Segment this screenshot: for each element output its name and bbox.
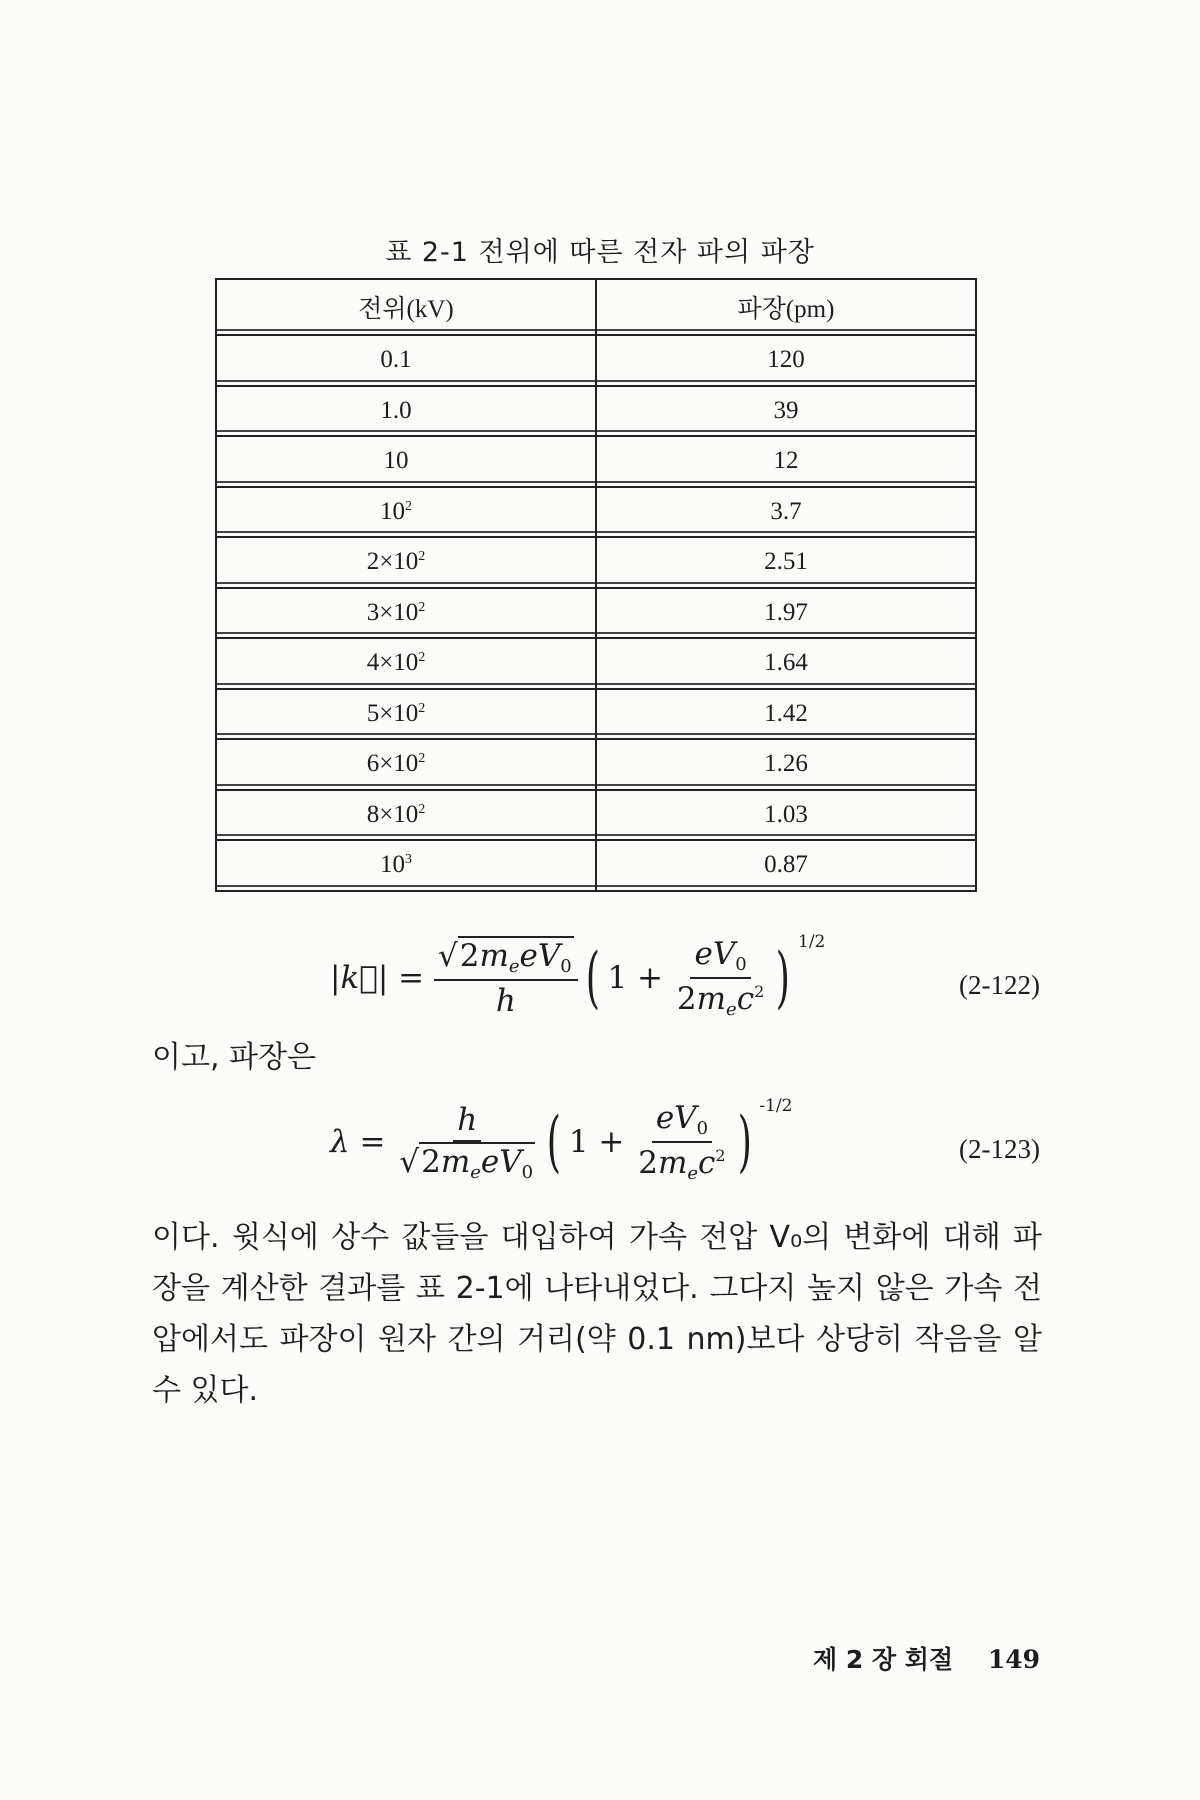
page-number: 149	[987, 1645, 1040, 1674]
potential-value: 8×10	[366, 800, 419, 828]
potential-exponent: 2	[418, 751, 426, 767]
table-row	[216, 487, 976, 538]
potential-value: 5×10	[366, 699, 419, 727]
potential-cell	[216, 537, 596, 588]
potential-exponent: 2	[418, 549, 426, 565]
fraction-ev-over-mc2-2: $\frac{eV_0}{2m_ec^2}$	[638, 1100, 726, 1184]
header-wavelength: 파장(pm)	[596, 279, 976, 335]
table-row	[216, 638, 976, 689]
potential-value: 4×10	[366, 649, 419, 677]
equation-2-123: λ = $\frac{h}{√2m_eeV_0}$ ( 1 + $\frac{eV_0}{2m_ec^2}$ ) -1/2	[330, 1096, 793, 1184]
equation-2-122: |k⃗| = $\frac{√2m_eeV_0}{h}$ ( 1 + $\frac{eV_0}{2m_ec^2}$ ) 1/2	[330, 932, 826, 1020]
wavelength-cell: 120	[596, 335, 976, 386]
table-row	[216, 537, 976, 588]
potential-cell	[216, 588, 596, 639]
potential-exponent: 2	[418, 801, 426, 817]
eq1-exponent: 1/2	[798, 932, 826, 952]
equation-number-123: (2-123)	[959, 1134, 1040, 1164]
potential-exponent: 2	[418, 700, 426, 716]
potential-exponent: 2	[418, 599, 426, 615]
table-row	[216, 790, 976, 841]
potential-exponent: 2	[405, 498, 412, 514]
potential-cell	[216, 790, 596, 841]
equation-number-122: (2-122)	[959, 970, 1040, 1000]
fraction-ev-over-mc2: $\frac{eV_0}{2m_ec^2}$	[676, 936, 765, 1020]
table-row	[216, 739, 976, 790]
table-caption: 표 2-1 전위에 따른 전자 파의 파장	[385, 237, 815, 268]
wavelength-cell: 12	[596, 436, 976, 487]
wavelength-cell: 0.87	[596, 840, 976, 891]
wavelength-cell: 1.42	[596, 689, 976, 740]
table-row	[216, 386, 976, 437]
potential-value: 0.1	[380, 346, 412, 374]
wavelength-cell: 39	[596, 386, 976, 437]
table-row	[216, 335, 976, 386]
potential-cell	[216, 335, 596, 386]
potential-value: 1.0	[380, 396, 412, 424]
fraction-h-over-sqrt: $\frac{h}{√2m_eeV_0}$	[399, 1101, 534, 1183]
page-footer	[813, 1640, 1040, 1676]
body-paragraph: 이다. 윗식에 상수 값들을 대입하여 가속 전압 V₀의 변화에 대해 파장을 계산한 결과를 표 2-1에 나타내었다. 그다지 높지 않은 가속 전압에서도 파장이 원자 간의 거리(약 0.1 nm)보다 상당히 작음을 알 수 있다.	[152, 1220, 1042, 1408]
potential-cell	[216, 840, 596, 891]
fraction-sqrt-over-h: $\frac{√2m_eeV_0}{h}$	[434, 938, 578, 1019]
potential-value: 2×10	[366, 548, 419, 576]
potential-cell	[216, 638, 596, 689]
table-row	[216, 840, 976, 891]
potential-exponent: 3	[405, 852, 412, 868]
wavelength-cell: 1.97	[596, 588, 976, 639]
eq2-exponent: -1/2	[759, 1096, 793, 1116]
wavelength-cell: 1.64	[596, 638, 976, 689]
table-row	[216, 588, 976, 639]
potential-value: 10	[380, 851, 405, 879]
potential-cell	[216, 689, 596, 740]
wavelength-table	[215, 278, 977, 892]
potential-value: 3×10	[366, 598, 419, 626]
wavelength-cell: 1.26	[596, 739, 976, 790]
potential-value: 10	[380, 497, 405, 525]
header-potential: 전위(kV)	[216, 279, 596, 335]
k-magnitude: |k⃗| =	[330, 960, 434, 996]
connector-text: 이고, 파장은	[152, 1040, 316, 1075]
footer-chapter: 제 2 장 회절	[812, 1645, 954, 1674]
potential-cell	[216, 436, 596, 487]
potential-cell	[216, 487, 596, 538]
wavelength-cell: 1.03	[596, 790, 976, 841]
potential-exponent: 2	[418, 650, 426, 666]
wavelength-cell: 2.51	[596, 537, 976, 588]
lambda: λ =	[330, 1124, 396, 1160]
potential-cell	[216, 739, 596, 790]
table-row	[216, 436, 976, 487]
wavelength-cell: 3.7	[596, 487, 976, 538]
potential-cell	[216, 386, 596, 437]
potential-value: 6×10	[366, 750, 419, 778]
potential-value: 10	[383, 447, 409, 475]
table-row	[216, 689, 976, 740]
